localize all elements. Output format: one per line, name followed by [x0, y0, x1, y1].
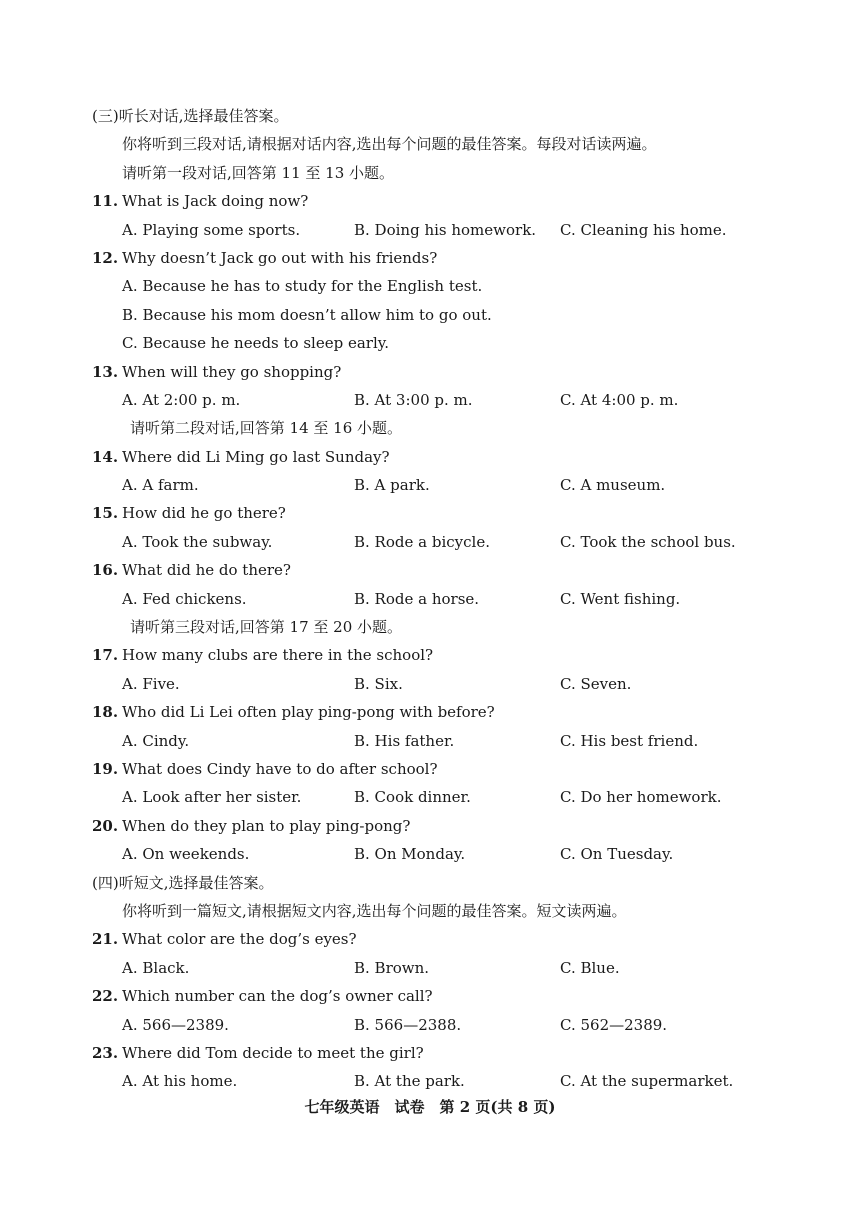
- option-c: C. A museum.: [560, 476, 666, 495]
- question-number: 15.: [92, 504, 119, 523]
- question-18-options: [92, 727, 792, 755]
- option-a: A. Black.: [122, 958, 190, 977]
- option-a: A. Look after her sister.: [122, 788, 302, 807]
- option-c: C. Because he needs to sleep early.: [122, 334, 389, 353]
- question-number: 19.: [92, 759, 119, 778]
- question-text: What color are the dog’s eyes?: [122, 930, 357, 949]
- question-text: Where did Tom decide to meet the girl?: [122, 1043, 424, 1062]
- question-number: 13.: [92, 362, 119, 381]
- question-13-options: [92, 386, 792, 414]
- option-a: A. Because he has to study for the English test.: [122, 277, 483, 296]
- question-text: When do they plan to play ping-pong?: [122, 816, 411, 835]
- section4-heading: (四)听短文,选择最佳答案。: [92, 873, 274, 892]
- option-b: B. Cook dinner.: [354, 788, 471, 807]
- question-number: 22.: [92, 987, 119, 1006]
- question-text: Where did Li Ming go last Sunday?: [122, 447, 390, 466]
- option-a: A. Five.: [122, 674, 180, 693]
- question-16-options: [92, 585, 792, 613]
- option-c: C. Went fishing.: [560, 589, 681, 608]
- question-21-options: [92, 954, 792, 982]
- question-number: 23.: [92, 1043, 119, 1062]
- section3-part2-instruction: 请听第二段对话,回答第 14 至 16 小题。: [130, 419, 403, 438]
- question-text: When will they go shopping?: [122, 362, 342, 381]
- question-number: 17.: [92, 646, 119, 665]
- question-19-options: [92, 783, 792, 811]
- question-number: 21.: [92, 930, 119, 949]
- option-a: A. On weekends.: [122, 845, 250, 864]
- option-b: B. 566—2388.: [354, 1015, 462, 1034]
- option-b: B. Rode a bicycle.: [354, 532, 490, 551]
- exam-content: [92, 102, 792, 1096]
- option-c: C. 562—2389.: [560, 1015, 668, 1034]
- option-a: A. At 2:00 p. m.: [122, 390, 241, 409]
- question-14-options: [92, 471, 792, 499]
- question-11-options: [92, 216, 792, 244]
- question-text: What does Cindy have to do after school?: [122, 759, 438, 778]
- option-c: C. His best friend.: [560, 731, 699, 750]
- question-17-options: [92, 670, 792, 698]
- question-text: Why doesn’t Jack go out with his friends?: [122, 248, 438, 267]
- option-b: B. On Monday.: [354, 845, 466, 864]
- question-number: 14.: [92, 447, 119, 466]
- option-a: A. Took the subway.: [122, 532, 273, 551]
- question-number: 18.: [92, 703, 119, 722]
- question-number: 16.: [92, 561, 119, 580]
- option-b: B. His father.: [354, 731, 455, 750]
- option-b: B. Rode a horse.: [354, 589, 480, 608]
- option-a: A. 566—2389.: [122, 1015, 229, 1034]
- question-23: [92, 1039, 792, 1067]
- question-17: [92, 641, 792, 669]
- option-a: A. Cindy.: [122, 731, 190, 750]
- option-b: B. Brown.: [354, 958, 430, 977]
- question-text: What is Jack doing now?: [122, 192, 309, 211]
- question-number: 12.: [92, 248, 119, 267]
- question-number: 20.: [92, 816, 119, 835]
- question-22: [92, 982, 792, 1010]
- question-text: Who did Li Lei often play ping-pong with before?: [122, 703, 495, 722]
- question-23-options: [92, 1067, 792, 1095]
- question-text: How did he go there?: [122, 504, 286, 523]
- option-c: C. On Tuesday.: [560, 845, 674, 864]
- option-c: C. Cleaning his home.: [560, 220, 727, 239]
- question-21: [92, 925, 792, 953]
- section3-part1-instruction: 请听第一段对话,回答第 11 至 13 小题。: [122, 163, 395, 182]
- option-c: C. At the supermarket.: [560, 1072, 734, 1091]
- section3-part3-instruction: 请听第三段对话,回答第 17 至 20 小题。: [130, 618, 403, 637]
- question-19: [92, 755, 792, 783]
- option-a: A. A farm.: [122, 476, 199, 495]
- option-c: C. At 4:00 p. m.: [560, 390, 679, 409]
- option-c: C. Took the school bus.: [560, 532, 736, 551]
- option-c: C. Seven.: [560, 674, 632, 693]
- question-20-options: [92, 840, 792, 868]
- question-15: [92, 499, 792, 527]
- option-c: C. Do her homework.: [560, 788, 722, 807]
- page-footer: 七年级英语 试卷 第 2 页(共 8 页): [304, 1098, 556, 1116]
- question-number: 11.: [92, 192, 119, 211]
- question-11: [92, 187, 792, 215]
- option-b: B. Doing his homework.: [354, 220, 537, 239]
- section4-instruction: 你将听到一篇短文,请根据短文内容,选出每个问题的最佳答案。短文读两遍。: [122, 901, 627, 920]
- option-b: B. A park.: [354, 476, 430, 495]
- question-16: [92, 556, 792, 584]
- option-c: C. Blue.: [560, 958, 620, 977]
- question-22-options: [92, 1011, 792, 1039]
- option-b: B. Six.: [354, 674, 403, 693]
- option-a: A. At his home.: [122, 1072, 238, 1091]
- option-b: B. At the park.: [354, 1072, 465, 1091]
- option-a: A. Fed chickens.: [122, 589, 247, 608]
- question-20: [92, 812, 792, 840]
- option-a: A. Playing some sports.: [122, 220, 301, 239]
- option-b: B. At 3:00 p. m.: [354, 390, 473, 409]
- question-text: Which number can the dog’s owner call?: [122, 987, 433, 1006]
- question-text: How many clubs are there in the school?: [122, 646, 434, 665]
- question-12: [92, 244, 792, 272]
- option-b: B. Because his mom doesn’t allow him to go out.: [122, 305, 492, 324]
- question-15-options: [92, 528, 792, 556]
- question-18: [92, 698, 792, 726]
- question-text: What did he do there?: [122, 561, 291, 580]
- question-14: [92, 443, 792, 471]
- question-13: [92, 358, 792, 386]
- section3-instruction: 你将听到三段对话,请根据对话内容,选出每个问题的最佳答案。每段对话读两遍。: [122, 135, 657, 154]
- section3-heading: (三)听长对话,选择最佳答案。: [92, 107, 289, 125]
